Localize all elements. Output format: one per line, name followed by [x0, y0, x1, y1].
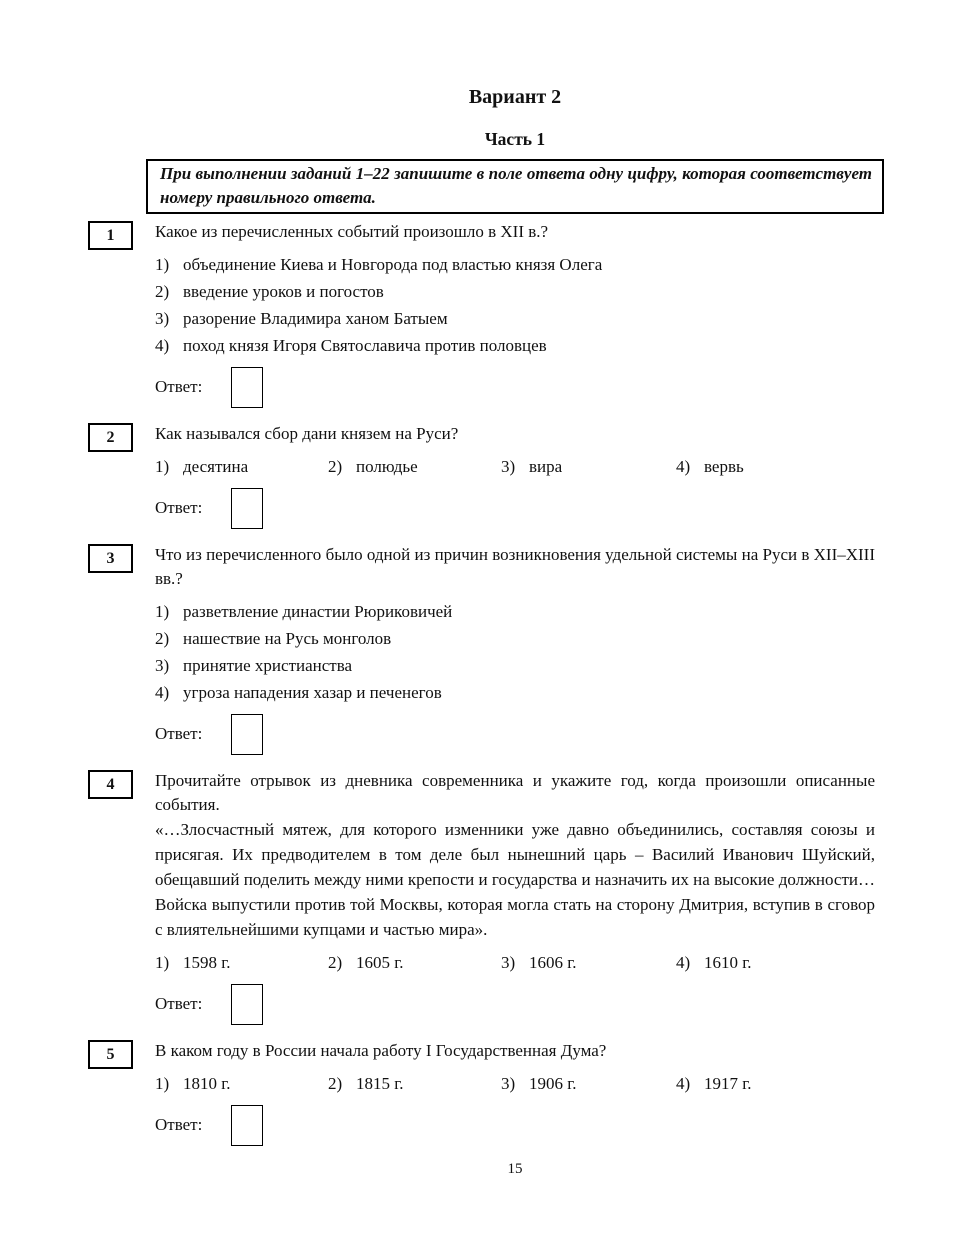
- option-3: [155, 308, 875, 330]
- answer-box[interactable]: [231, 714, 263, 755]
- option-text: 1810 г.: [183, 1074, 231, 1093]
- option-4: [676, 456, 875, 478]
- question-number-box: 1: [88, 221, 133, 250]
- question-number-box: 2: [88, 423, 133, 452]
- option-text: угроза нападения хазар и печенегов: [183, 683, 442, 702]
- options-list: [155, 601, 875, 704]
- option-text: десятина: [183, 457, 249, 476]
- option-text: поход князя Игоря Святославича против половцев: [183, 336, 547, 355]
- answer-box[interactable]: [231, 367, 263, 408]
- option-text: объединение Киева и Новгорода под властью князя Олега: [183, 255, 603, 274]
- option-3: [501, 952, 676, 974]
- option-label: 2): [155, 282, 170, 301]
- question-body: [155, 769, 875, 1025]
- option-2: [155, 281, 875, 303]
- question-number-box: 3: [88, 544, 133, 573]
- question-5: [106, 1039, 875, 1146]
- option-1: [155, 254, 875, 276]
- option-text: нашествие на Русь монголов: [183, 629, 392, 648]
- option-2: [328, 1073, 501, 1095]
- answer-row: [155, 487, 875, 529]
- option-label: 1): [155, 457, 170, 476]
- options-row: [155, 952, 875, 974]
- option-text: принятие христианства: [183, 656, 353, 675]
- part-title: Часть 1: [484, 129, 546, 149]
- option-2: [328, 456, 501, 478]
- option-2: [328, 952, 501, 974]
- question-3: [106, 543, 875, 755]
- option-1: [155, 456, 328, 478]
- question-text: Что из перечисленного было одной из причин возникновения удельной системы на Руси в XII–XIII вв.?: [155, 545, 875, 588]
- instruction-text: При выполнении заданий 1–22 запишите в поле ответа одну цифру, которая соответствует номеру правильного ответа.: [160, 164, 872, 207]
- option-label: 2): [328, 457, 343, 476]
- option-text: 1610 г.: [704, 953, 752, 972]
- answer-row: [155, 983, 875, 1025]
- options-row: [155, 456, 875, 478]
- option-label: 4): [676, 1074, 691, 1093]
- option-3: [155, 655, 875, 677]
- instruction-box: [146, 159, 884, 214]
- option-label: 4): [676, 457, 691, 476]
- option-label: 4): [155, 683, 170, 702]
- answer-row: [155, 1104, 875, 1146]
- option-3: [501, 1073, 676, 1095]
- option-text: 1598 г.: [183, 953, 231, 972]
- option-label: 2): [328, 1074, 343, 1093]
- option-label: 2): [328, 953, 343, 972]
- option-text: 1906 г.: [529, 1074, 577, 1093]
- option-1: [155, 952, 328, 974]
- option-label: 1): [155, 953, 170, 972]
- option-label: 3): [501, 953, 516, 972]
- option-label: 3): [155, 656, 170, 675]
- question-body: [155, 543, 875, 755]
- option-4: [155, 682, 875, 704]
- option-3: [501, 456, 676, 478]
- question-number-box: 4: [88, 770, 133, 799]
- answer-row: [155, 366, 875, 408]
- answer-box[interactable]: [231, 1105, 263, 1146]
- question-body: [155, 220, 875, 408]
- page-number: 15: [507, 1161, 523, 1177]
- option-text: разветвление династии Рюриковичей: [183, 602, 453, 621]
- question-body: [155, 1039, 875, 1146]
- answer-box[interactable]: [231, 984, 263, 1025]
- option-text: введение уроков и погостов: [183, 282, 384, 301]
- option-text: 1605 г.: [356, 953, 404, 972]
- option-2: [155, 628, 875, 650]
- option-label: 1): [155, 1074, 170, 1093]
- source-quote: «…Злосчастный мятеж, для которого изменники уже давно объединились, составляя союзы и присягая. Их предводителем в том деле был нынешний царь – Василий Иванович Шуйский, обещавший поделить между ними крепости и государства и назначить их на высокие должности… Войска выпустили против той Москвы, которая могла стать на сторону Дмитрия, вступив в сговор с влиятельнейшими купцами и частью мира».: [155, 820, 875, 939]
- option-text: полюдье: [356, 457, 418, 476]
- option-text: 1917 г.: [704, 1074, 752, 1093]
- answer-label: Ответ:: [155, 724, 203, 743]
- option-label: 3): [501, 1074, 516, 1093]
- option-label: 1): [155, 602, 170, 621]
- option-text: вира: [529, 457, 563, 476]
- option-label: 4): [676, 953, 691, 972]
- option-label: 1): [155, 255, 170, 274]
- question-number-box: 5: [88, 1040, 133, 1069]
- answer-row: [155, 713, 875, 755]
- option-4: [676, 952, 875, 974]
- variant-title: Вариант 2: [468, 86, 562, 108]
- answer-label: Ответ:: [155, 498, 203, 517]
- option-4: [155, 335, 875, 357]
- option-label: 3): [155, 309, 170, 328]
- question-2: [106, 422, 875, 529]
- question-body: [155, 422, 875, 529]
- option-1: [155, 1073, 328, 1095]
- answer-label: Ответ:: [155, 994, 203, 1013]
- question-4: [106, 769, 875, 1025]
- option-label: 4): [155, 336, 170, 355]
- option-label: 2): [155, 629, 170, 648]
- option-text: 1815 г.: [356, 1074, 404, 1093]
- question-text: Как назывался сбор дани князем на Руси?: [155, 424, 459, 443]
- question-text: Какое из перечисленных событий произошло в XII в.?: [155, 222, 549, 241]
- option-text: вервь: [704, 457, 744, 476]
- options-row: [155, 1073, 875, 1095]
- question-1: [106, 220, 875, 408]
- option-label: 3): [501, 457, 516, 476]
- answer-box[interactable]: [231, 488, 263, 529]
- option-text: разорение Владимира ханом Батыем: [183, 309, 448, 328]
- options-list: [155, 254, 875, 357]
- answer-label: Ответ:: [155, 377, 203, 396]
- question-text: В каком году в России начала работу I Государственная Дума?: [155, 1041, 607, 1060]
- option-1: [155, 601, 875, 623]
- option-text: 1606 г.: [529, 953, 577, 972]
- answer-label: Ответ:: [155, 1115, 203, 1134]
- option-4: [676, 1073, 875, 1095]
- content-column: [106, 86, 875, 1178]
- question-text: Прочитайте отрывок из дневника современника и укажите год, когда произошли описанные события.: [155, 771, 875, 814]
